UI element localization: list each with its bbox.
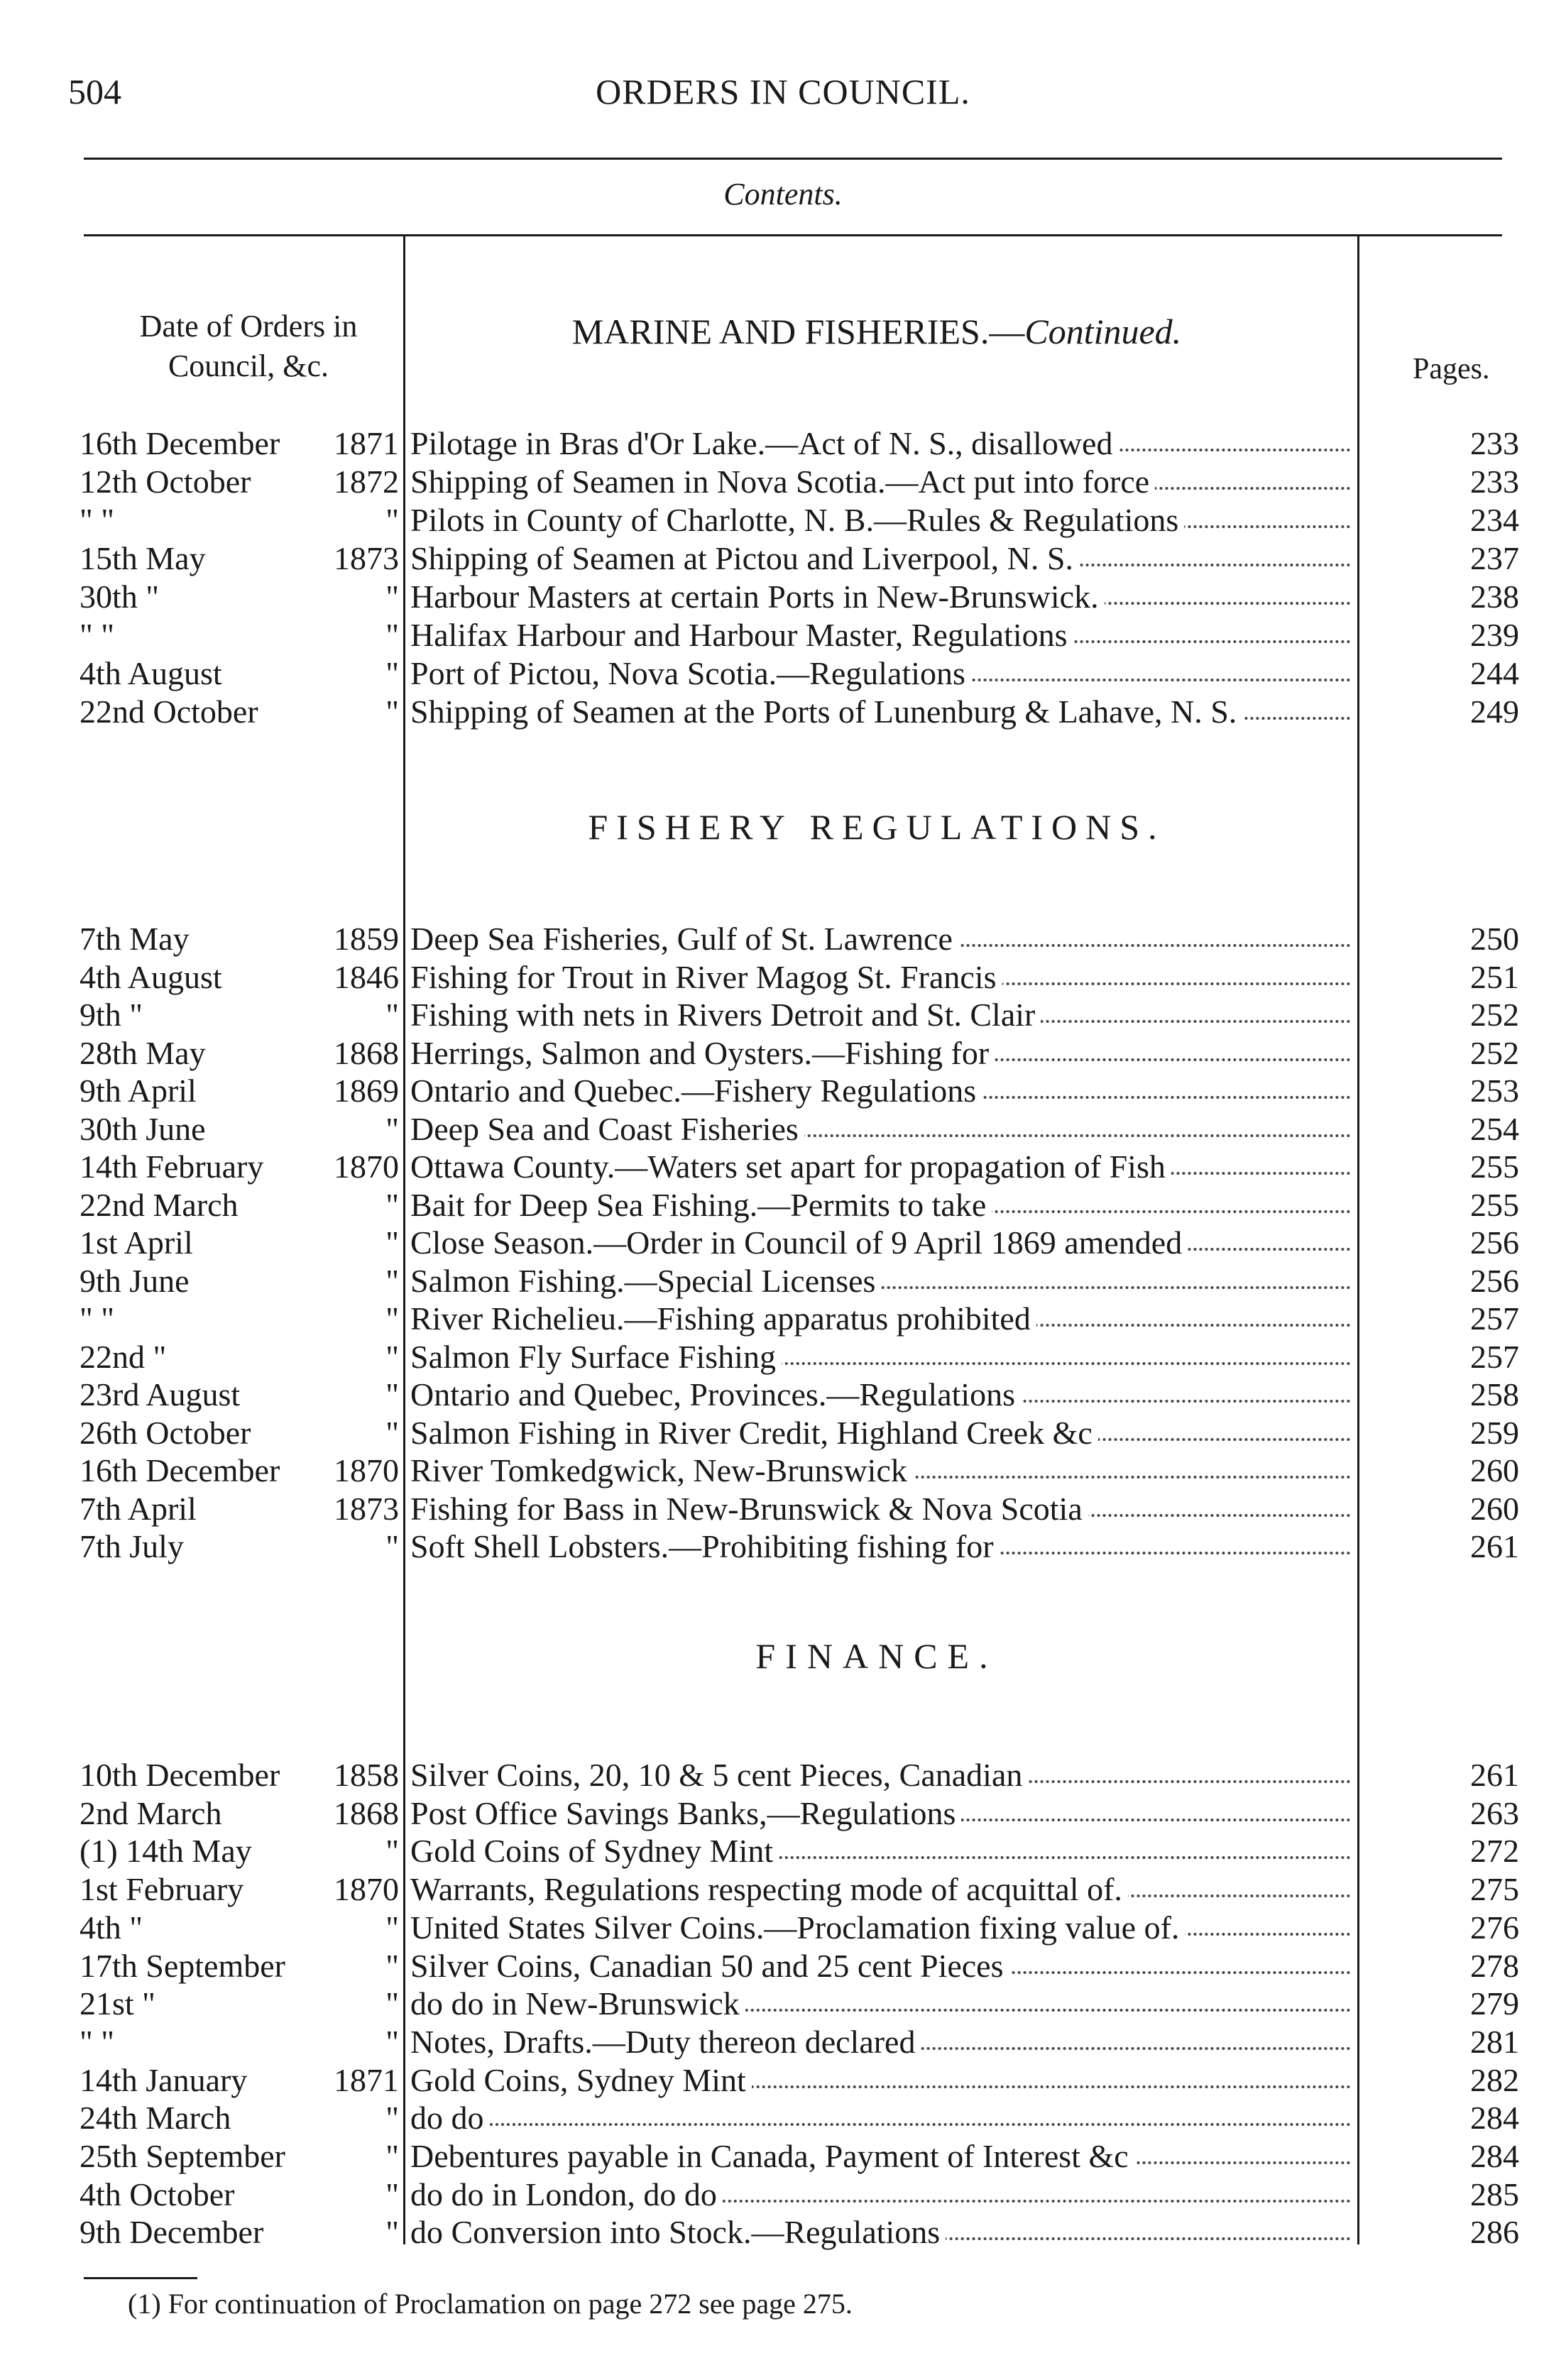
entry-date-day: 17th September — [80, 1947, 285, 1984]
entry-subject-text: Salmon Fishing in River Credit, Highland Creek &c — [410, 1415, 1098, 1451]
entry-page-number: 257 — [1470, 1338, 1519, 1375]
entry-date-day: 23rd August — [80, 1376, 241, 1413]
entry-subject-text: Close Season.—Order in Council of 9 April 1869 amended — [410, 1224, 1188, 1261]
header-rule — [84, 234, 1502, 236]
entry-subject — [410, 2213, 1351, 2252]
entry-subject — [410, 1110, 1351, 1148]
entry-subject — [410, 501, 1351, 539]
entry-date-day: 30th June — [80, 1110, 206, 1147]
entry-page-number: 255 — [1470, 1186, 1519, 1223]
entry-date-day: 4th August — [80, 655, 222, 691]
entry-date-day: 25th September — [80, 2138, 285, 2174]
entry-subject-text: Silver Coins, 20, 10 & 5 cent Pieces, Canadian — [410, 1757, 1028, 1793]
entry-subject — [410, 1985, 1351, 2023]
entry-subject — [410, 1528, 1351, 1566]
entry-subject-text: Fishing for Trout in River Magog St. Francis — [410, 959, 1002, 995]
entry-subject-text: Pilotage in Bras d'Or Lake.—Act of N. S., disallowed — [410, 425, 1118, 461]
entry-subject-text: Ontario and Quebec, Provinces.—Regulations — [410, 1376, 1021, 1413]
entry-subject-text: Shipping of Seamen at the Ports of Lunenburg & Lahave, N. S. — [410, 693, 1242, 730]
entry-subject-text: Fishing with nets in Rivers Detroit and St. Clair — [410, 997, 1041, 1033]
entry-year: " — [385, 1186, 399, 1223]
entry-date-day: " " — [80, 2023, 115, 2060]
entry-page-number: 261 — [1470, 1757, 1519, 1793]
entry-row — [0, 2213, 1566, 2252]
entry-date-day: " " — [80, 617, 115, 653]
entry-subject-text: Pilots in County of Charlotte, N. B.—Rules & Regulations — [410, 502, 1184, 538]
entry-subject — [410, 1072, 1351, 1110]
entry-subject — [410, 2176, 1351, 2214]
entry-subject-text: do do — [410, 2100, 490, 2136]
entry-row — [0, 1262, 1566, 1300]
entry-page-number: 261 — [1470, 1528, 1519, 1564]
footnote-rule — [84, 2277, 197, 2279]
entry-page-number: 258 — [1470, 1376, 1519, 1413]
entry-date-day: 9th December — [80, 2214, 264, 2251]
entry-subject — [410, 463, 1351, 501]
entry-page-number: 250 — [1470, 921, 1519, 957]
entry-row — [0, 1794, 1566, 1833]
entry-subject — [410, 1452, 1351, 1490]
entry-date-day: 14th January — [80, 2061, 248, 2098]
entry-year: " — [385, 1262, 399, 1299]
entry-year: " — [385, 578, 399, 615]
date-column-header — [99, 307, 398, 386]
entry-year: " — [385, 1224, 399, 1261]
entry-year: " — [385, 1414, 399, 1451]
entry-page-number: 253 — [1470, 1073, 1519, 1109]
entry-year: 1859 — [334, 921, 399, 957]
entry-year: " — [385, 2214, 399, 2251]
entry-subject — [410, 958, 1351, 997]
entry-subject — [410, 1414, 1351, 1452]
entry-page-number: 234 — [1470, 502, 1519, 538]
entry-subject — [410, 2061, 1351, 2100]
entry-row — [0, 920, 1566, 958]
entry-year: " — [385, 2138, 399, 2174]
entry-year: " — [385, 1985, 399, 2022]
entry-year: " — [385, 655, 399, 691]
entry-row — [0, 1414, 1566, 1452]
entry-row — [0, 2099, 1566, 2137]
entry-row — [0, 1832, 1566, 1870]
marine-title-continued: Continued. — [1024, 312, 1182, 351]
entry-date-day: 22nd October — [80, 693, 258, 730]
entry-row — [0, 1947, 1566, 1985]
top-rule — [84, 158, 1502, 160]
entry-subject — [410, 693, 1351, 731]
entry-page-number: 233 — [1470, 425, 1519, 461]
entry-date-day: 28th May — [80, 1034, 206, 1071]
entry-subject — [410, 1186, 1351, 1224]
entry-row — [0, 996, 1566, 1034]
entry-page-number: 254 — [1470, 1110, 1519, 1147]
entry-row — [0, 1490, 1566, 1528]
entry-date-day: 12th October — [80, 464, 251, 500]
entry-year: " — [385, 1528, 399, 1564]
dot-leader — [410, 2099, 1351, 2126]
entry-date-day: 26th October — [80, 1414, 251, 1451]
entry-page-number: 272 — [1470, 1833, 1519, 1870]
entry-row — [0, 1300, 1566, 1338]
entry-page-number: 256 — [1470, 1224, 1519, 1261]
entry-year: " — [385, 1909, 399, 1946]
entry-page-number: 238 — [1470, 578, 1519, 615]
entry-row — [0, 693, 1566, 731]
entry-subject — [410, 578, 1351, 616]
entry-year: " — [385, 1833, 399, 1870]
entry-page-number: 282 — [1470, 2061, 1519, 2098]
entry-year: 1872 — [334, 464, 399, 500]
entry-date-day: 4th " — [80, 1909, 143, 1946]
entry-year: 1869 — [334, 1073, 399, 1109]
entry-subject — [410, 654, 1351, 693]
entry-subject — [410, 1376, 1351, 1414]
entry-subject — [410, 1756, 1351, 1794]
entry-row — [0, 539, 1566, 578]
entry-subject — [410, 1148, 1351, 1186]
entry-year: 1870 — [334, 1148, 399, 1185]
entry-row — [0, 1224, 1566, 1262]
entry-subject-text: Halifax Harbour and Harbour Master, Regulations — [410, 617, 1073, 653]
entry-subject-text: Salmon Fishing.—Special Licenses — [410, 1263, 881, 1299]
entry-year: " — [385, 2100, 399, 2137]
entry-year: 1868 — [334, 1034, 399, 1071]
entry-subject-text: Fishing for Bass in New-Brunswick & Nova Scotia — [410, 1491, 1088, 1527]
entry-date-day: 22nd March — [80, 1186, 239, 1223]
entry-year: " — [385, 1376, 399, 1413]
entry-row — [0, 654, 1566, 693]
entry-row — [0, 1985, 1566, 2023]
entry-year: " — [385, 1338, 399, 1375]
entry-year: " — [385, 2176, 399, 2212]
pages-column-header: Pages. — [1413, 353, 1490, 385]
entry-page-number: 256 — [1470, 1262, 1519, 1299]
entry-date-day: 10th December — [80, 1757, 280, 1793]
entry-date-day: 7th May — [80, 921, 190, 957]
entry-date-day: 1st April — [80, 1224, 193, 1261]
entry-date-day: 15th May — [80, 540, 206, 576]
entry-subject-text: Herrings, Salmon and Oysters.—Fishing for — [410, 1035, 995, 1071]
entry-subject-text: Gold Coins of Sydney Mint — [410, 1833, 779, 1869]
entry-date-day: 16th December — [80, 425, 280, 461]
entry-date-day: 9th " — [80, 997, 143, 1033]
entry-row — [0, 424, 1566, 463]
entry-page-number: 252 — [1470, 997, 1519, 1033]
entry-page-number: 260 — [1470, 1490, 1519, 1527]
entry-year: 1871 — [334, 2061, 399, 2098]
entry-row — [0, 463, 1566, 501]
running-title: ORDERS IN COUNCIL. — [596, 72, 970, 111]
entry-year: 1870 — [334, 1452, 399, 1488]
entry-page-number: 239 — [1470, 617, 1519, 653]
entry-subject — [410, 1034, 1351, 1073]
entry-year: " — [385, 693, 399, 730]
entry-page-number: 286 — [1470, 2214, 1519, 2251]
entry-subject — [410, 1794, 1351, 1833]
entry-subject-text: Soft Shell Lobsters.—Prohibiting fishing for — [410, 1528, 1000, 1564]
entry-subject — [410, 2137, 1351, 2176]
entry-subject-text: Debentures payable in Canada, Payment of Interest &c — [410, 2138, 1134, 2174]
entry-subject-text: Post Office Savings Banks,—Regulations — [410, 1795, 961, 1831]
entry-year: 1846 — [334, 958, 399, 995]
entry-subject — [410, 1490, 1351, 1528]
entry-date-day: 9th June — [80, 1262, 190, 1299]
entry-row — [0, 1909, 1566, 1947]
entry-date-day: 21st " — [80, 1985, 155, 2022]
marine-section-title: MARINE AND FISHERIES.—Continued. — [571, 312, 1182, 351]
entry-row — [0, 2176, 1566, 2214]
entry-page-number: 284 — [1470, 2138, 1519, 2174]
entry-row — [0, 1376, 1566, 1414]
entry-subject — [410, 616, 1351, 654]
footnote: (1) For continuation of Proclamation on page 272 see page 275. — [128, 2288, 853, 2320]
entry-year: 1870 — [334, 1871, 399, 1908]
entry-row — [0, 1528, 1566, 1566]
entry-row — [0, 2023, 1566, 2061]
entry-year: " — [385, 1947, 399, 1984]
entry-page-number: 255 — [1470, 1148, 1519, 1185]
entry-page-number: 244 — [1470, 655, 1519, 691]
entry-date-day: " " — [80, 502, 115, 538]
finance-section-title: FINANCE. — [755, 1636, 998, 1676]
entry-subject — [410, 424, 1351, 463]
entry-subject-text: River Tomkedgwick, New-Brunswick — [410, 1452, 913, 1488]
entry-row — [0, 2137, 1566, 2176]
entry-row — [0, 1452, 1566, 1490]
entry-row — [0, 501, 1566, 539]
entry-page-number: 259 — [1470, 1414, 1519, 1451]
marine-title-text: MARINE AND FISHERIES. — [571, 312, 990, 351]
entry-page-number: 275 — [1470, 1871, 1519, 1908]
fishery-section-title: FISHERY REGULATIONS. — [588, 807, 1166, 847]
entry-row — [0, 1338, 1566, 1376]
entry-subject-text: Deep Sea and Coast Fisheries — [410, 1111, 804, 1147]
entry-subject — [410, 1832, 1351, 1870]
entry-year: " — [385, 1110, 399, 1147]
entry-row — [0, 1072, 1566, 1110]
entry-subject-text: do do in New-Brunswick — [410, 1985, 745, 2022]
entry-row — [0, 1148, 1566, 1186]
entry-row — [0, 1034, 1566, 1073]
entry-page-number: 284 — [1470, 2100, 1519, 2137]
entry-subject — [410, 1262, 1351, 1300]
entry-page-number: 279 — [1470, 1985, 1519, 2022]
entry-year: 1871 — [334, 425, 399, 461]
entry-page-number: 281 — [1470, 2023, 1519, 2060]
entry-row — [0, 2061, 1566, 2100]
entry-subject-text: Deep Sea Fisheries, Gulf of St. Lawrence — [410, 921, 958, 957]
entry-year: 1868 — [334, 1794, 399, 1831]
entry-subject-text: Bait for Deep Sea Fishing.—Permits to take — [410, 1187, 992, 1223]
entry-date-day: 7th April — [80, 1490, 197, 1527]
entry-subject — [410, 1870, 1351, 1909]
entry-subject-text: Ontario and Quebec.—Fishery Regulations — [410, 1073, 982, 1109]
entry-page-number: 249 — [1470, 693, 1519, 730]
entry-row — [0, 1186, 1566, 1224]
entry-subject — [410, 539, 1351, 578]
entry-page-number: 237 — [1470, 540, 1519, 576]
entry-subject-text: do Conversion into Stock.—Regulations — [410, 2214, 946, 2250]
entry-subject-text: River Richelieu.—Fishing apparatus prohibited — [410, 1300, 1036, 1337]
entry-subject — [410, 920, 1351, 958]
entry-subject — [410, 1909, 1351, 1947]
entry-row — [0, 1110, 1566, 1148]
entry-page-number: 285 — [1470, 2176, 1519, 2212]
entry-subject-text: Ottawa County.—Waters set apart for propagation of Fish — [410, 1148, 1171, 1185]
entry-year: " — [385, 502, 399, 538]
date-header-line2: Council, &c. — [168, 349, 329, 383]
entry-year: " — [385, 997, 399, 1033]
entry-date-day: 4th August — [80, 958, 222, 995]
entry-page-number: 251 — [1470, 958, 1519, 995]
page-number: 504 — [68, 72, 121, 111]
entry-subject-text: Harbour Masters at certain Ports in New-Brunswick. — [410, 578, 1105, 615]
entry-page-number: 278 — [1470, 1947, 1519, 1984]
contents-label: Contents. — [723, 177, 843, 212]
entry-subject-text: Shipping of Seamen at Pictou and Liverpool, N. S. — [410, 540, 1079, 576]
entry-subject — [410, 2023, 1351, 2061]
entry-date-day: 7th July — [80, 1528, 184, 1564]
entry-subject-text: Shipping of Seamen in Nova Scotia.—Act put into force — [410, 464, 1155, 500]
entry-date-day: 16th December — [80, 1452, 280, 1488]
entry-row — [0, 578, 1566, 616]
entry-subject — [410, 2099, 1351, 2137]
entry-subject-text: Gold Coins, Sydney Mint — [410, 2062, 752, 2098]
entry-page-number: 233 — [1470, 464, 1519, 500]
entry-year: 1858 — [334, 1757, 399, 1793]
entry-year: 1873 — [334, 1490, 399, 1527]
entry-date-day: 2nd March — [80, 1794, 222, 1831]
entry-subject — [410, 1338, 1351, 1376]
entry-page-number: 257 — [1470, 1300, 1519, 1337]
entry-date-day: 4th October — [80, 2176, 235, 2212]
entry-date-day: 14th February — [80, 1148, 264, 1185]
entry-subject — [410, 996, 1351, 1034]
entry-row — [0, 616, 1566, 654]
entry-page-number: 260 — [1470, 1452, 1519, 1488]
date-header-line1: Date of Orders in — [139, 309, 358, 344]
entry-row — [0, 1756, 1566, 1794]
entry-subject — [410, 1300, 1351, 1338]
entry-year: " — [385, 617, 399, 653]
entry-subject — [410, 1947, 1351, 1985]
entry-year: 1873 — [334, 540, 399, 576]
entry-subject-text: Salmon Fly Surface Fishing — [410, 1339, 782, 1375]
entry-subject-text: do do in London, do do — [410, 2176, 723, 2212]
entry-date-day: 24th March — [80, 2100, 231, 2137]
entry-subject-text: Warrants, Regulations respecting mode of acquittal of. — [410, 1871, 1128, 1907]
entry-row — [0, 1870, 1566, 1909]
entry-page-number: 276 — [1470, 1909, 1519, 1946]
entry-subject-text: United States Silver Coins.—Proclamation fixing value of. — [410, 1909, 1185, 1946]
entry-row — [0, 958, 1566, 997]
entry-date-day: 22nd " — [80, 1338, 167, 1375]
entry-subject — [410, 1224, 1351, 1262]
entry-date-day: 9th April — [80, 1073, 197, 1109]
entry-page-number: 263 — [1470, 1794, 1519, 1831]
entry-date-day: (1) 14th May — [80, 1833, 252, 1870]
entry-date-day: 30th " — [80, 578, 160, 615]
entry-date-day: 1st February — [80, 1871, 244, 1908]
entry-year: " — [385, 1300, 399, 1337]
entry-subject-text: Notes, Drafts.—Duty thereon declared — [410, 2024, 921, 2060]
entry-subject-text: Port of Pictou, Nova Scotia.—Regulations — [410, 655, 971, 691]
entry-page-number: 252 — [1470, 1034, 1519, 1071]
entry-year: " — [385, 2023, 399, 2060]
entry-date-day: " " — [80, 1300, 115, 1337]
entry-subject-text: Silver Coins, Canadian 50 and 25 cent Pieces — [410, 1948, 1009, 1984]
